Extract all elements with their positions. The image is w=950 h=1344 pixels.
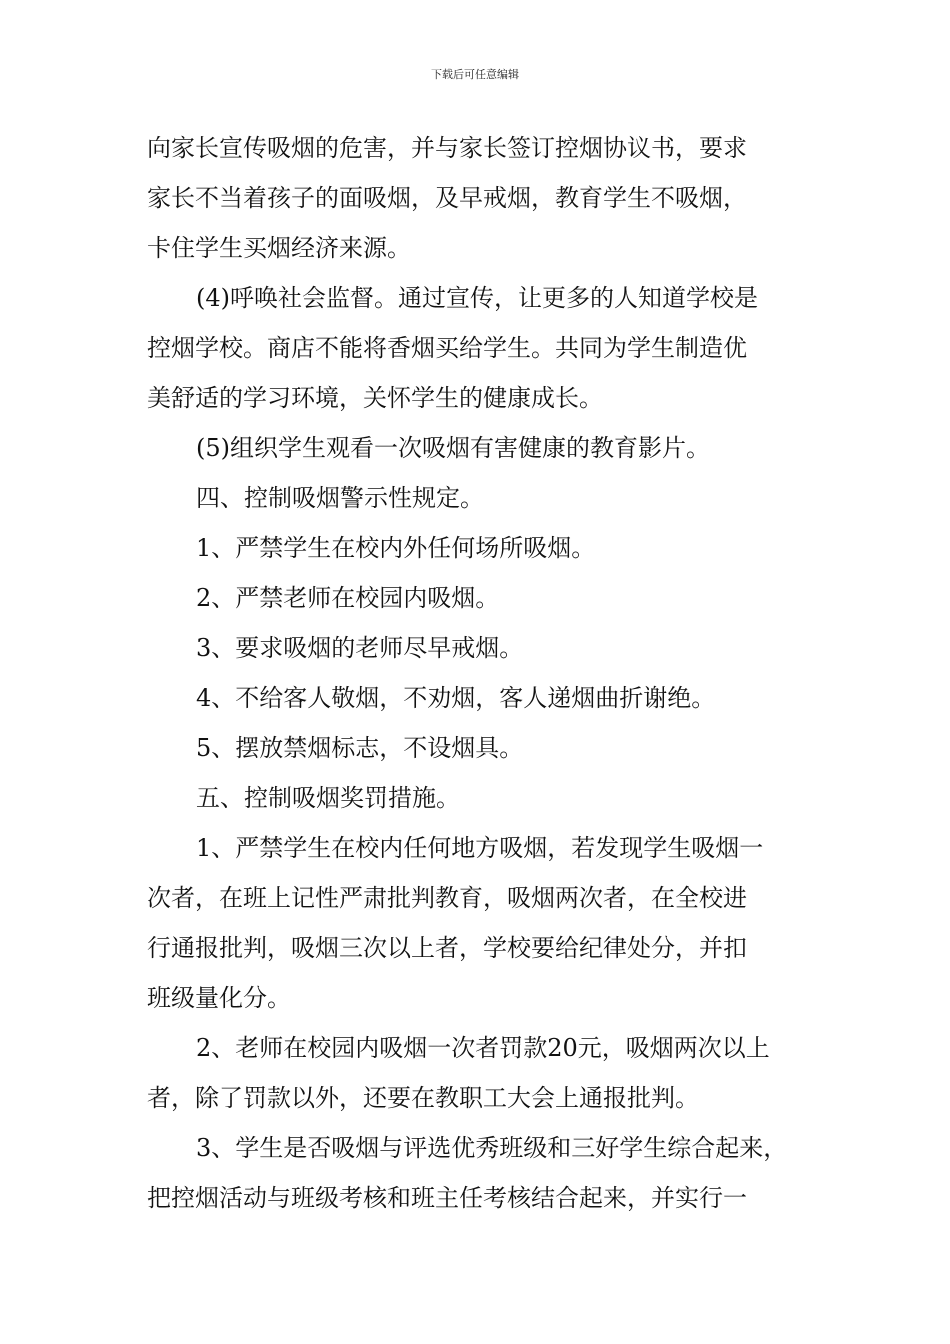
body-line: 班级量化分。 [147, 984, 291, 1012]
page-header: 下载后可任意编辑 [431, 68, 519, 81]
body-line: 行通报批判，吸烟三次以上者，学校要给纪律处分，并扣 [147, 934, 747, 962]
body-line: 家长不当着孩子的面吸烟，及早戒烟，教育学生不吸烟， [147, 184, 747, 212]
body-line: 次者，在班上记性严肃批判教育，吸烟两次者，在全校进 [147, 884, 747, 912]
list-item: 1、严禁学生在校内外任何场所吸烟。 [196, 534, 596, 562]
body-line: 把控烟活动与班级考核和班主任考核结合起来，并实行一 [147, 1184, 747, 1212]
body-line: 者，除了罚款以外，还要在教职工大会上通报批判。 [147, 1084, 699, 1112]
list-item: 1、严禁学生在校内任何地方吸烟，若发现学生吸烟一 [196, 834, 764, 862]
list-item: 3、学生是否吸烟与评选优秀班级和三好学生综合起来， [196, 1134, 788, 1162]
body-line: 美舒适的学习环境，关怀学生的健康成长。 [147, 384, 603, 412]
section-heading: 四、控制吸烟警示性规定。 [196, 484, 484, 512]
list-item: 3、要求吸烟的老师尽早戒烟。 [196, 634, 524, 662]
body-line: (5)组织学生观看一次吸烟有害健康的教育影片。 [196, 434, 710, 462]
body-line: 控烟学校。商店不能将香烟买给学生。共同为学生制造优 [147, 334, 747, 362]
body-line: 卡住学生买烟经济来源。 [147, 234, 411, 262]
body-line: (4)呼唤社会监督。通过宣传，让更多的人知道学校是 [196, 284, 758, 312]
list-item: 5、摆放禁烟标志，不设烟具。 [196, 734, 524, 762]
list-item: 4、不给客人敬烟，不劝烟，客人递烟曲折谢绝。 [196, 684, 716, 712]
list-item: 2、严禁老师在校园内吸烟。 [196, 584, 500, 612]
body-line: 向家长宣传吸烟的危害，并与家长签订控烟协议书，要求 [147, 134, 747, 162]
section-heading: 五、控制吸烟奖罚措施。 [196, 784, 460, 812]
list-item: 2、老师在校园内吸烟一次者罚款20元，吸烟两次以上 [196, 1034, 770, 1062]
